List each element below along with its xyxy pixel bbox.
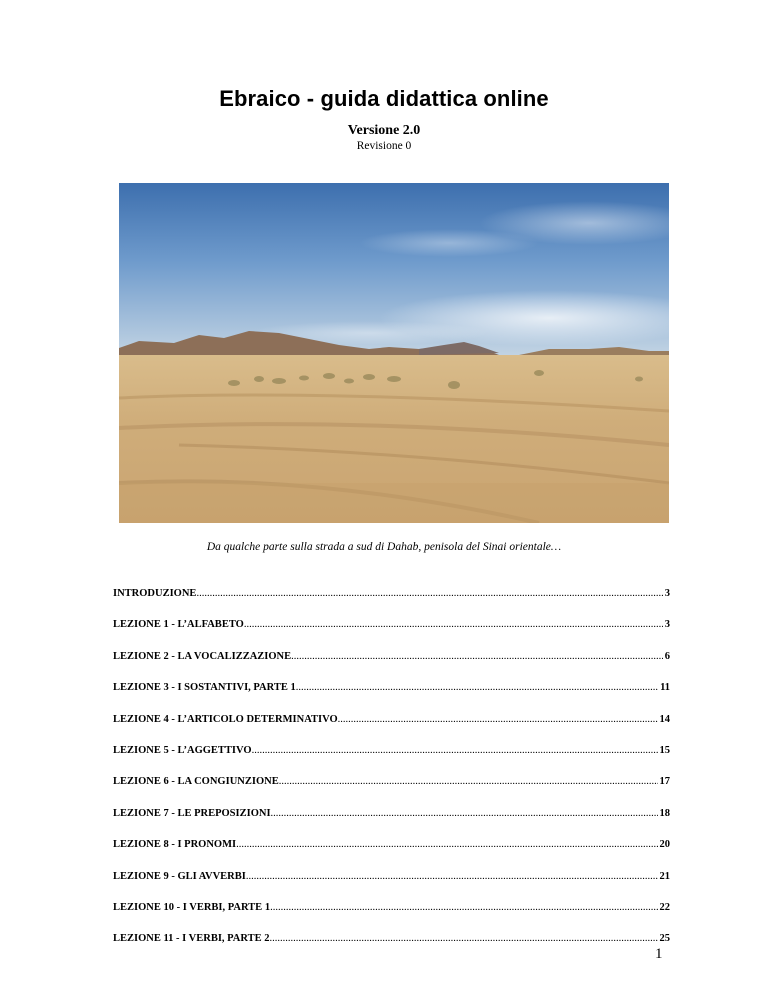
toc-entry-page: 14 [659,713,670,725]
toc-entry-label: LEZIONE 8 - I PRONOMI [113,839,237,851]
toc-leader-dots [196,588,662,599]
toc-leader-dots [244,619,663,630]
toc-entry-lezione-11[interactable] [113,933,670,964]
toc-leader-dots [291,651,663,662]
page-number: 1 [655,946,663,962]
toc-entry-page: 17 [659,776,670,788]
toc-leader-dots [270,933,658,944]
toc-entry-label: LEZIONE 2 - LA VOCALIZZAZIONE [113,650,292,662]
toc-entry-lezione-2[interactable] [113,651,670,682]
toc-entry-label: LEZIONE 11 - I VERBI, PARTE 2 [113,933,270,945]
toc-entry-label: LEZIONE 6 - LA CONGIUNZIONE [113,776,279,788]
photo-caption: Da qualche parte sulla strada a sud di Dahab, penisola del Sinai orientale… [206,541,562,553]
toc-entry-page: 11 [660,682,670,694]
toc-entry-label: LEZIONE 9 - GLI AVVERBI [113,870,246,882]
toc-entry-lezione-5[interactable] [113,745,670,776]
toc-entry-label: LEZIONE 3 - I SOSTANTIVI, PARTE 1 [113,682,296,694]
toc-entry-page: 21 [659,870,670,882]
toc-entry-lezione-4[interactable] [113,714,670,745]
toc-entry-label: LEZIONE 1 - L’ALFABETO [113,619,244,631]
toc-entry-page: 6 [664,650,670,662]
toc-leader-dots [236,839,657,850]
toc-entry-label: LEZIONE 4 - L’ARTICOLO DETERMINATIVO [113,713,338,725]
table-of-contents [113,588,670,965]
toc-leader-dots [246,871,658,882]
desert-photo [119,183,669,523]
version-label: Versione 2.0 [347,123,421,138]
toc-entry-lezione-3[interactable] [113,682,670,713]
toc-entry-page: 18 [659,807,670,819]
toc-entry-lezione-9[interactable] [113,871,670,902]
toc-entry-label: INTRODUZIONE [113,588,197,599]
toc-entry-lezione-8[interactable] [113,839,670,870]
toc-entry-lezione-7[interactable] [113,808,670,839]
toc-entry-page: 15 [659,744,670,756]
toc-entry-page: 3 [664,588,670,599]
toc-entry-label: LEZIONE 7 - LE PREPOSIZIONI [113,807,271,819]
toc-leader-dots [271,808,658,819]
toc-entry-page: 20 [659,839,670,851]
toc-entry-lezione-6[interactable] [113,776,670,807]
toc-entry-page: 22 [659,901,670,913]
document-title: Ebraico - guida didattica online [219,86,549,111]
toc-entry-page: 25 [659,933,670,945]
toc-leader-dots [270,902,657,913]
toc-entry-introduzione[interactable] [113,588,670,619]
revision-label: Revisione 0 [356,140,412,152]
toc-entry-lezione-1[interactable] [113,619,670,650]
toc-leader-dots [338,714,658,725]
toc-entry-page: 3 [664,619,670,631]
toc-entry-label: LEZIONE 10 - I VERBI, PARTE 1 [113,901,271,913]
toc-entry-label: LEZIONE 5 - L’AGGETTIVO [113,744,252,756]
toc-leader-dots [252,745,658,756]
toc-entry-lezione-10[interactable] [113,902,670,933]
toc-leader-dots [296,682,658,693]
toc-leader-dots [279,776,658,787]
